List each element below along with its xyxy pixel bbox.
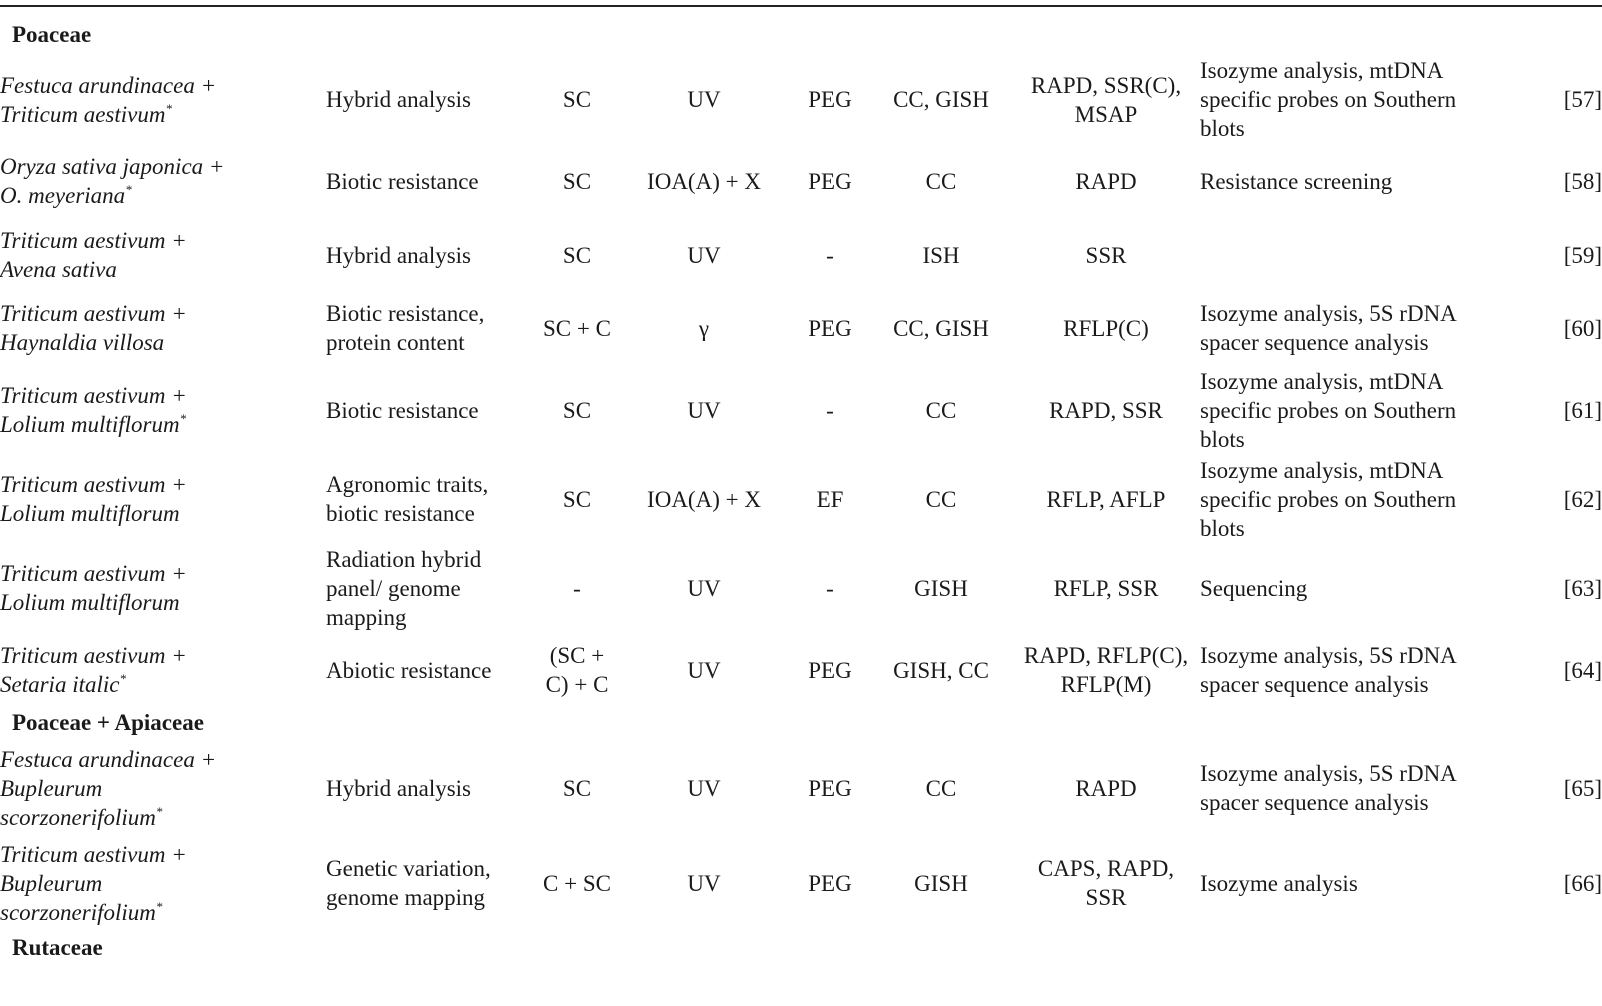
purpose-cell: Radiation hybrid panel/ genome mapping [326,546,482,630]
treatment-cell: IOA(A) + X [647,486,761,512]
table-top-rule [0,5,1602,7]
reference-cell: [59] [1563,242,1602,268]
molecular-cell: RAPD, SSR(C), MSAP [1030,72,1182,127]
other-analysis-cell: Isozyme analysis, mtDNA specific probes on Southern blots [1200,58,1457,141]
fusion-type-cell: SC [562,242,592,268]
reference-cell: [61] [1563,397,1602,423]
molecular-cell: RAPD [1075,775,1137,801]
fusion-type-cell: SC [562,87,592,112]
species-cell: Triticum aestivum + Haynaldia villosa [0,301,187,355]
table-row [0,143,1602,219]
molecular-cell: RAPD, RFLP(C), RFLP(M) [1023,643,1189,697]
method-cell: PEG [808,775,852,801]
table-row [0,543,1602,633]
treatment-cell: γ [698,315,710,341]
cytology-cell: CC, GISH [893,315,989,341]
species-cell: Festuca arundinacea + Bupleurum scorzonerifolium* [0,746,217,830]
other-analysis-cell: Isozyme analysis, mtDNA specific probes on Southern blots [1200,368,1457,452]
species-cell: Triticum aestivum + Lolium multiflorum* [0,383,187,437]
species-cell: Triticum aestivum + Lolium multiflorum [0,472,187,526]
reference-cell: [64] [1563,657,1602,683]
purpose-cell: Biotic resistance, protein content [326,301,485,355]
purpose-cell: Hybrid analysis [326,775,472,801]
table-row [0,56,1602,143]
hybrid-table [0,12,1602,967]
purpose-cell: Genetic variation, genome mapping [326,856,491,910]
molecular-cell: RAPD, SSR [1049,397,1163,423]
method-cell: EF [816,486,844,512]
method-cell: PEG [808,168,852,194]
cytology-cell: CC [925,775,957,801]
treatment-cell: UV [687,397,721,423]
fusion-type-cell: SC [562,168,592,194]
molecular-cell: RFLP(C) [1063,315,1149,341]
molecular-cell: CAPS, RAPD, SSR [1037,856,1175,910]
cytology-cell: CC [925,397,957,423]
species-cell: Triticum aestivum + Lolium multiflorum [0,561,187,615]
treatment-cell: IOA(A) + X [647,168,761,194]
method-cell: PEG [808,657,852,683]
treatment-cell: UV [687,775,721,801]
treatment-cell: UV [687,242,721,268]
other-analysis-cell: Isozyme analysis, 5S rDNA spacer sequence analysis [1200,301,1457,355]
purpose-cell: Biotic resistance [326,397,479,423]
method-cell: - [826,397,834,423]
other-analysis-cell: Resistance screening [1200,168,1393,194]
treatment-cell: UV [687,657,721,683]
family-name: Poaceae [12,21,92,47]
table-row [0,737,1602,839]
table-row [0,219,1602,291]
family-name: Rutaceae [12,934,103,960]
species-cell: Triticum aestivum + Bupleurum scorzonerifolium* [0,841,187,925]
family-name: Poaceae + Apiaceae [12,709,204,735]
fusion-type-cell: SC [562,397,592,423]
cytology-cell: GISH [914,575,968,601]
other-analysis-cell: Sequencing [1200,575,1308,601]
reference-cell: [66] [1563,870,1602,896]
purpose-cell: Agronomic traits, biotic resistance [326,472,489,526]
method-cell: PEG [808,315,852,341]
other-analysis-cell: Isozyme analysis [1200,870,1358,896]
purpose-cell: Biotic resistance [326,168,479,194]
cytology-cell: GISH [914,870,968,896]
reference-cell: [60] [1563,315,1602,341]
molecular-cell: SSR [1085,242,1127,268]
reference-cell: [62] [1563,486,1602,512]
reference-cell: [57] [1563,87,1602,112]
fusion-type-cell: SC [562,486,592,512]
treatment-cell: UV [687,870,721,896]
other-analysis-cell: Isozyme analysis, mtDNA specific probes on Southern blots [1200,457,1457,541]
treatment-cell: UV [687,575,721,601]
method-cell: PEG [808,870,852,896]
cytology-cell: CC [925,168,957,194]
cytology-cell: ISH [922,242,960,268]
table-row [0,291,1602,365]
table-row [0,633,1602,707]
fusion-type-cell: SC + C [543,315,611,341]
reference-cell: [65] [1563,775,1602,801]
table-row [0,365,1602,455]
fusion-type-cell: C + SC [543,870,611,896]
family-row [0,707,1602,737]
species-cell: Triticum aestivum + Avena sativa [0,228,187,282]
fusion-type-cell: - [573,575,581,601]
reference-cell: [58] [1563,168,1602,194]
species-cell: Triticum aestivum + Setaria italic* [0,643,187,697]
molecular-cell: RAPD [1075,168,1137,194]
molecular-cell: RFLP, SSR [1053,575,1159,601]
table-row [0,455,1602,543]
species-cell: Festuca arundinacea + Triticum aestivum* [0,72,217,127]
other-analysis-cell: Isozyme analysis, 5S rDNA spacer sequence analysis [1200,643,1457,697]
cytology-cell: CC [925,486,957,512]
cytology-cell: GISH, CC [893,657,989,683]
method-cell: - [826,242,834,268]
purpose-cell: Hybrid analysis [326,242,472,268]
method-cell: - [826,575,834,601]
cytology-cell: CC, GISH [893,87,989,112]
other-analysis-cell [1200,219,1526,291]
fusion-type-cell: SC [562,775,592,801]
purpose-cell: Abiotic resistance [326,657,492,683]
molecular-cell: RFLP, AFLP [1046,486,1166,512]
species-cell: Oryza sativa japonica + O. meyeriana* [0,154,225,208]
treatment-cell: UV [687,87,721,112]
family-row [0,12,1602,56]
fusion-type-cell: (SC + C) + C [545,643,609,697]
table-row [0,839,1602,927]
purpose-cell: Hybrid analysis [326,87,472,112]
other-analysis-cell: Isozyme analysis, 5S rDNA spacer sequence analysis [1200,761,1457,815]
reference-cell: [63] [1563,575,1602,601]
method-cell: PEG [808,87,852,112]
family-row [0,927,1602,967]
